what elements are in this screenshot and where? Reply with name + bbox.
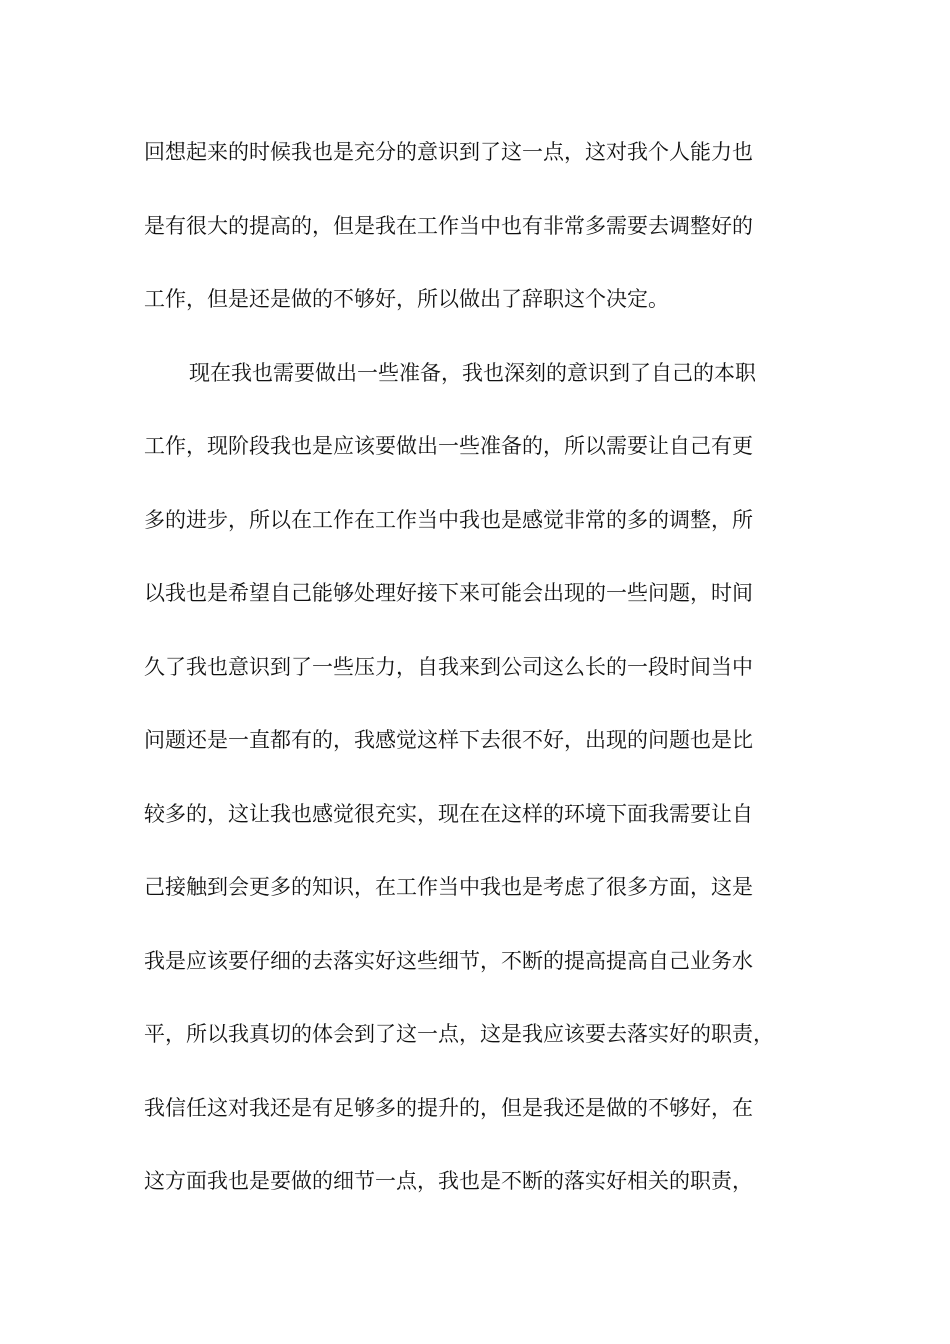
text-line-1: 回想起来的时候我也是充分的意识到了这一点，这对我个人能力也 — [144, 140, 753, 164]
text-line-9: 问题还是一直都有的，我感觉这样下去很不好，出现的问题也是比 — [144, 728, 753, 752]
text-line-14: 我信任这对我还是有足够多的提升的，但是我还是做的不够好，在 — [144, 1095, 753, 1120]
text-line-4: 现在我也需要做出一些准备，我也深刻的意识到了自己的本职 — [189, 360, 756, 385]
text-line-2: 是有很大的提高的，但是我在工作当中也有非常多需要去调整好的 — [144, 213, 753, 238]
text-line-8: 久了我也意识到了一些压力，自我来到公司这么长的一段时间当中 — [144, 654, 753, 679]
text-line-15: 这方面我也是要做的细节一点，我也是不断的落实好相关的职责， — [144, 1169, 753, 1193]
text-line-13: 平，所以我真切的体会到了这一点，这是我应该要去落实好的职责， — [144, 1022, 774, 1046]
text-line-10: 较多的，这让我也感觉很充实，现在在这样的环境下面我需要让自 — [144, 801, 753, 826]
text-line-3: 工作，但是还是做的不够好，所以做出了辞职这个决定。 — [144, 287, 669, 311]
text-line-5: 工作，现阶段我也是应该要做出一些准备的，所以需要让自己有更 — [144, 434, 753, 458]
text-line-12: 我是应该要仔细的去落实好这些细节，不断的提高提高自己业务水 — [144, 948, 753, 973]
text-line-7: 以我也是希望自己能够处理好接下来可能会出现的一些问题，时间 — [144, 581, 753, 605]
body-text — [144, 132, 824, 1235]
text-line-6: 多的进步，所以在工作在工作当中我也是感觉非常的多的调整，所 — [144, 507, 753, 532]
text-line-11: 己接触到会更多的知识，在工作当中我也是考虑了很多方面，这是 — [144, 875, 753, 899]
